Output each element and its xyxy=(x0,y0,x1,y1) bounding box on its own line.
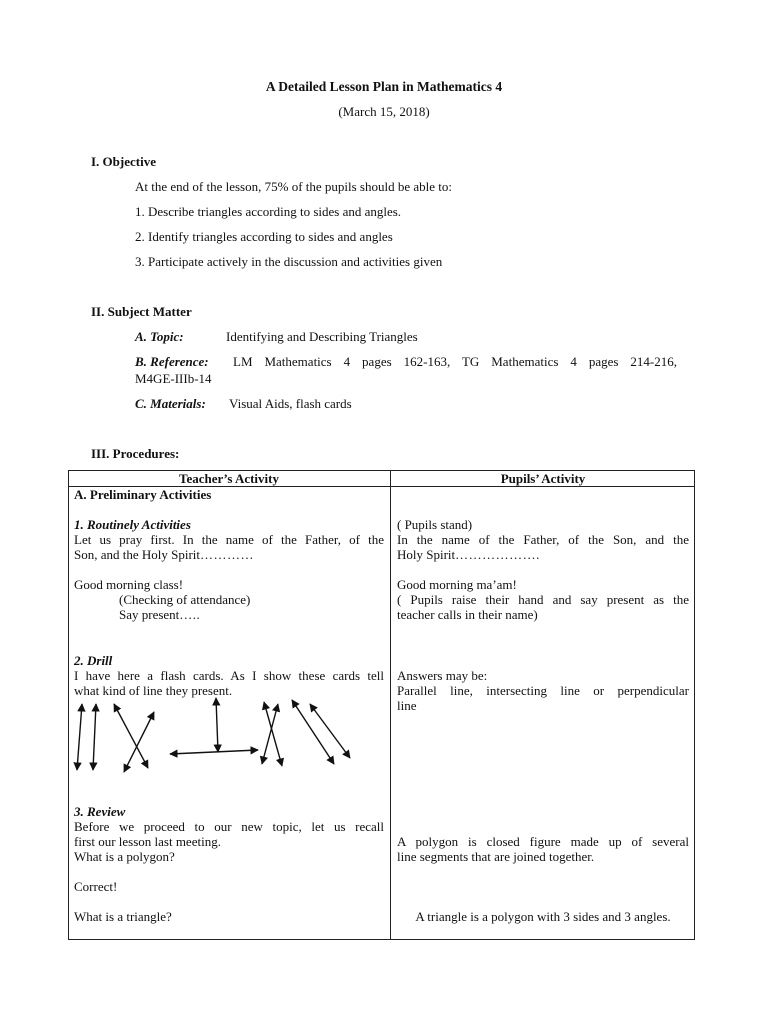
drill-heading: 2. Drill xyxy=(74,653,113,668)
drill-line: I have here a flash cards. As I show these cards tell xyxy=(74,668,384,683)
pupils-greeting: Good morning ma’am! xyxy=(397,577,517,592)
reference-value: LM Mathematics 4 pages 162-163, TG Mathematics 4 pages 214-216, xyxy=(233,354,677,369)
parallel-line-arrow xyxy=(77,704,82,770)
answers-line: Parallel line, intersecting line or perpendicular xyxy=(397,683,689,698)
intersecting-line-arrow xyxy=(264,702,282,766)
pupils-stand: ( Pupils stand) xyxy=(397,517,473,532)
pupils-pray-line: In the name of the Father, of the Son, and the xyxy=(397,532,689,547)
teacher-pray-line: Son, and the Holy Spirit………… xyxy=(74,547,255,562)
objective-item: 2. Identify triangles according to sides and angles xyxy=(135,229,393,244)
objective-intro: At the end of the lesson, 75% of the pupils should be able to: xyxy=(135,179,453,194)
routinely-heading: 1. Routinely Activities xyxy=(74,517,191,532)
topic-value: Identifying and Describing Triangles xyxy=(226,329,418,344)
review-line: Before we proceed to our new topic, let us recall xyxy=(74,819,384,834)
objective-item: 3. Participate actively in the discussion and activities given xyxy=(135,254,443,269)
teacher-column-header: Teacher’s Activity xyxy=(178,471,279,486)
answers-heading: Answers may be: xyxy=(397,668,488,683)
flash-card-lines xyxy=(68,690,388,780)
pupils-present-line: ( Pupils raise their hand and say present as the xyxy=(397,592,689,607)
perpendicular-line-arrow xyxy=(216,698,218,752)
parallel-line-arrow xyxy=(93,704,96,770)
say-present: Say present….. xyxy=(119,607,201,622)
triangle-question: What is a triangle? xyxy=(74,909,172,924)
preliminary-heading: A. Preliminary Activities xyxy=(74,487,212,502)
table-column-divider xyxy=(390,470,391,940)
parallel-line-arrow xyxy=(292,700,334,764)
pupils-column-header: Pupils’ Activity xyxy=(500,471,586,486)
pupils-pray-line: Holy Spirit………………. xyxy=(397,547,540,562)
triangle-answer: A triangle is a polygon with 3 sides and 3 angles. xyxy=(415,909,671,924)
teacher-greeting: Good morning class! xyxy=(74,577,184,592)
polygon-answer-line: line segments that are joined together. xyxy=(397,849,595,864)
review-heading: 3. Review xyxy=(74,804,126,819)
attendance-note: (Checking of attendance) xyxy=(119,592,251,607)
intersecting-line-arrow xyxy=(262,704,278,764)
correct-remark: Correct! xyxy=(74,879,118,894)
intersecting-line-arrow xyxy=(124,712,154,772)
polygon-answer-line: A polygon is closed figure made up of several xyxy=(397,834,689,849)
drill-line: what kind of line they present. xyxy=(74,683,233,698)
objective-heading: I. Objective xyxy=(91,154,156,169)
reference-label: B. Reference: xyxy=(135,354,209,369)
page-title: A Detailed Lesson Plan in Mathematics 4 xyxy=(265,79,503,94)
reference-code: M4GE-IIIb-14 xyxy=(135,371,212,386)
pupils-present-line: teacher calls in their name) xyxy=(397,607,538,622)
procedures-heading: III. Procedures: xyxy=(91,446,180,461)
materials-value: Visual Aids, flash cards xyxy=(229,396,352,411)
objective-item: 1. Describe triangles according to sides and angles. xyxy=(135,204,402,219)
page-date: (March 15, 2018) xyxy=(338,104,430,119)
topic-label: A. Topic: xyxy=(135,329,184,344)
materials-label: C. Materials: xyxy=(135,396,206,411)
parallel-line-arrow xyxy=(310,704,350,758)
teacher-pray-line: Let us pray first. In the name of the Father, of the xyxy=(74,532,384,547)
review-line: first our lesson last meeting. xyxy=(74,834,221,849)
subject-matter-heading: II. Subject Matter xyxy=(91,304,192,319)
perpendicular-line-arrow xyxy=(170,750,258,754)
answers-line: line xyxy=(397,698,417,713)
review-question: What is a polygon? xyxy=(74,849,175,864)
